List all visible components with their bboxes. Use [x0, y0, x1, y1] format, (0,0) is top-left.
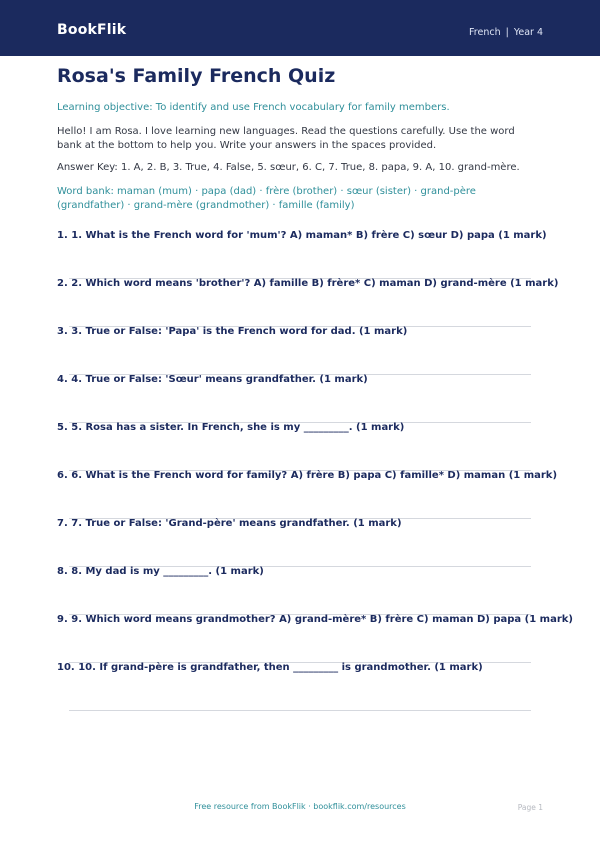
question-item	[57, 608, 573, 656]
question-text: 7. 7. True or False: 'Grand-père' means grandfather. (1 mark)	[57, 518, 402, 529]
question-list	[57, 224, 573, 704]
learning-objective: Learning objective: To identify and use French vocabulary for family members.	[57, 102, 450, 113]
year-label: Year 4	[513, 27, 543, 38]
answer-key: Answer Key: 1. A, 2. B, 3. True, 4. False, 5. sœur, 6. C, 7. True, 8. papa, 9. A, 10. grand-mère.	[57, 162, 520, 173]
subject-label: French	[469, 27, 501, 38]
question-text: 10. 10. If grand-père is grandfather, then _________ is grandmother. (1 mark)	[57, 662, 483, 673]
question-item	[57, 272, 559, 320]
question-text: 9. 9. Which word means grandmother? A) grand-mère* B) frère C) maman D) papa (1 mark)	[57, 614, 573, 625]
question-text: 6. 6. What is the French word for family? A) frère B) papa C) famille* D) maman (1 mark)	[57, 470, 558, 481]
question-text: 3. 3. True or False: 'Papa' is the French word for dad. (1 mark)	[57, 326, 408, 337]
meta-separator: |	[505, 27, 509, 38]
question-text: 1. 1. What is the French word for 'mum'? A) maman* B) frère C) sœur D) papa (1 mark)	[57, 230, 547, 241]
question-text: 5. 5. Rosa has a sister. In French, she is my _________. (1 mark)	[57, 422, 405, 433]
question-item	[57, 416, 535, 464]
page-title: Rosa's Family French Quiz	[57, 65, 336, 87]
header-meta	[469, 27, 543, 38]
word-bank: Word bank: maman (mum) · papa (dad) · frère (brother) · sœur (sister) · grand-père (grandfather) · grand-mère (grandmother) · famille (family)	[57, 186, 476, 211]
question-item	[57, 560, 535, 608]
question-item	[57, 464, 558, 512]
question-item	[57, 512, 535, 560]
question-item	[57, 320, 535, 368]
question-item	[57, 368, 535, 416]
page-header	[0, 0, 600, 56]
question-text: 8. 8. My dad is my _________. (1 mark)	[57, 566, 264, 577]
footer-link[interactable]: Free resource from BookFlik · bookflik.com/resources	[194, 802, 406, 811]
question-item	[57, 656, 535, 704]
page-number: Page 1	[517, 803, 543, 812]
question-item	[57, 224, 547, 272]
worksheet-intro	[57, 64, 537, 213]
question-text: 4. 4. True or False: 'Sœur' means grandfather. (1 mark)	[57, 374, 368, 385]
intro-text: Hello! I am Rosa. I love learning new languages. Read the questions carefully. Use the word bank at the bottom to help you. Write your answers in the spaces provided.	[57, 126, 515, 151]
brand-logo-text[interactable]: BookFlik	[57, 22, 127, 38]
answer-line[interactable]	[69, 710, 531, 711]
question-text: 2. 2. Which word means 'brother'? A) famille B) frère* C) maman D) grand-mère (1 mark)	[57, 278, 559, 289]
